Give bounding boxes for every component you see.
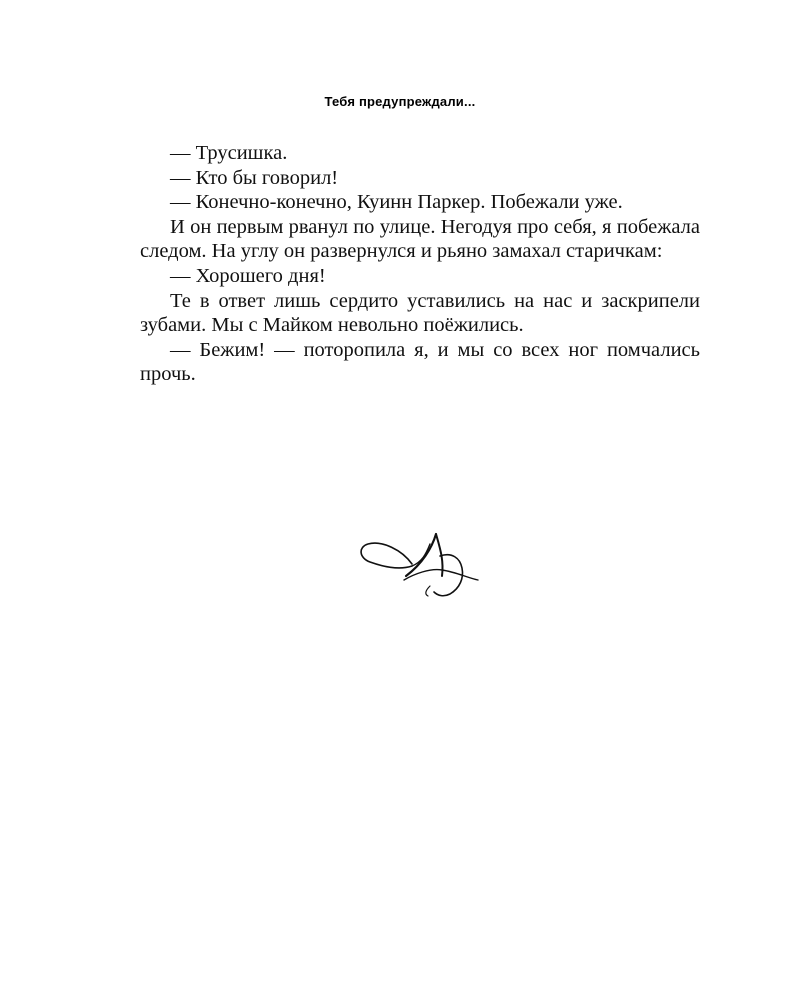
- paragraph: — Хорошего дня!: [170, 264, 326, 287]
- paragraph: — Трусишка.: [170, 142, 288, 164]
- running-head: Тебя предупреждали...: [324, 94, 476, 109]
- paragraph: Те в ответ лишь сердито уставились на нас и заскрипели зубами. Мы с Майком невольно поёжились.: [140, 289, 700, 337]
- paragraph: — Бежим! — поторопила я, и мы со всех ног помчались прочь.: [140, 338, 700, 386]
- flourish-ornament-icon: [356, 526, 484, 600]
- paragraph: И он первым рванул по улице. Негодуя про себя, я побежала следом. На углу он развернулся и рьяно замахал старичкам:: [140, 215, 700, 263]
- paragraph: — Конечно-конечно, Куинн Паркер. Побежали уже.: [170, 191, 623, 214]
- paragraph: — Кто бы говорил!: [170, 166, 339, 189]
- body-text: [140, 141, 700, 387]
